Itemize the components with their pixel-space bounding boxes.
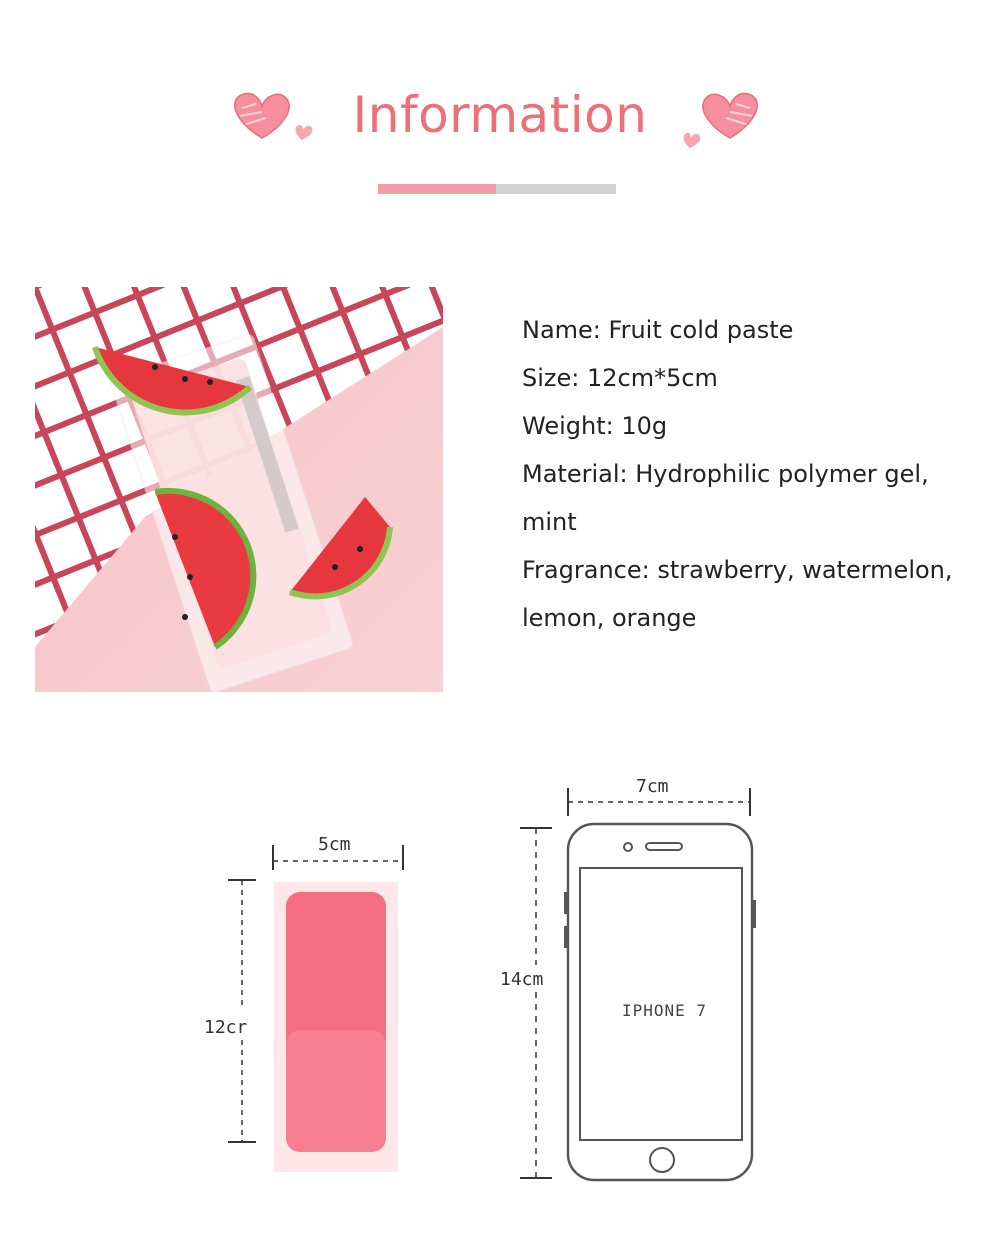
title-underline-gray [496, 184, 616, 194]
phone-width-label: 7cm [636, 776, 669, 797]
phone-height-label: 14cm [500, 969, 544, 990]
title-underline-accent [378, 184, 496, 194]
info-material-cont: mint [522, 508, 577, 536]
info-size: Size: 12cm*5cm [522, 364, 718, 392]
product-info [522, 306, 962, 642]
watermelon-gel-pack-photo [35, 287, 443, 692]
page-title: Information [352, 86, 648, 144]
product-photo [35, 287, 443, 692]
patch-height-label: 12cr [204, 1017, 248, 1038]
info-weight: Weight: 10g [522, 412, 668, 440]
phone-model-label: IPHONE 7 [622, 1001, 708, 1020]
info-name: Name: Fruit cold paste [522, 316, 794, 344]
info-fragrance-cont: lemon, orange [522, 604, 697, 632]
phone-dimension-diagram [510, 780, 770, 1200]
info-material: Material: Hydrophilic polymer gel, [522, 460, 929, 488]
patch-dimension-diagram [220, 830, 420, 1180]
info-fragrance: Fragrance: strawberry, watermelon, [522, 556, 953, 584]
patch-width-label: 5cm [318, 834, 351, 855]
